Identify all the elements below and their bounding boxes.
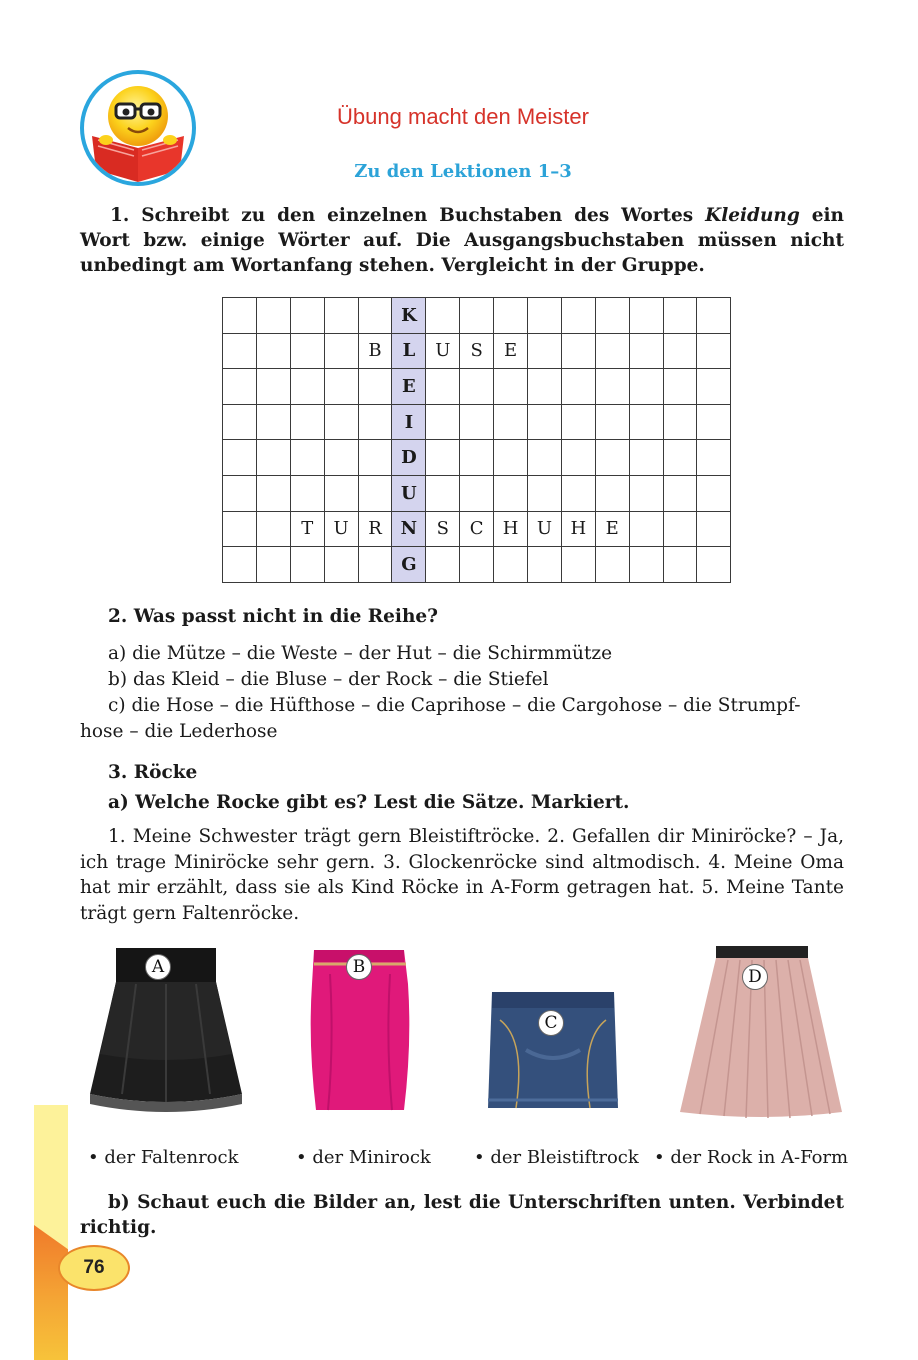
crossword-cell[interactable]: H — [494, 511, 528, 547]
caption-minirock: • der Minirock — [296, 1147, 431, 1168]
crossword-cell[interactable]: B — [358, 333, 392, 369]
crossword-cell[interactable] — [528, 333, 562, 369]
task-2-option-c-continued: hose – die Lederhose — [80, 721, 278, 742]
crossword-cell[interactable] — [290, 440, 324, 476]
crossword-cell[interactable] — [324, 547, 358, 583]
skirt-image-d — [676, 944, 846, 1128]
crossword-cell[interactable]: N — [392, 511, 426, 547]
crossword-row — [223, 475, 731, 511]
crossword-cell[interactable] — [358, 547, 392, 583]
crossword-cell[interactable] — [223, 440, 257, 476]
crossword-cell[interactable] — [256, 547, 290, 583]
crossword-cell[interactable] — [324, 440, 358, 476]
skirt-label-c: C — [538, 1010, 564, 1036]
crossword-cell[interactable] — [324, 298, 358, 334]
crossword-cell[interactable] — [663, 511, 697, 547]
crossword-cell[interactable] — [528, 475, 562, 511]
crossword-cell[interactable] — [561, 333, 595, 369]
crossword-cell[interactable] — [290, 404, 324, 440]
crossword-cell[interactable] — [223, 333, 257, 369]
crossword-cell[interactable] — [629, 298, 663, 334]
crossword-cell[interactable] — [358, 298, 392, 334]
crossword-cell[interactable] — [697, 547, 731, 583]
crossword-cell[interactable] — [290, 333, 324, 369]
crossword-cell[interactable] — [494, 369, 528, 405]
crossword-cell[interactable] — [460, 547, 494, 583]
caption-faltenrock: • der Faltenrock — [88, 1147, 239, 1168]
crossword-cell[interactable] — [697, 298, 731, 334]
crossword-cell[interactable]: G — [392, 547, 426, 583]
crossword-cell[interactable] — [561, 440, 595, 476]
crossword-cell[interactable] — [256, 369, 290, 405]
task-3-heading: 3. Röcke — [108, 762, 198, 783]
crossword-cell[interactable] — [595, 369, 629, 405]
crossword-cell[interactable] — [324, 404, 358, 440]
crossword-cell[interactable]: E — [392, 369, 426, 405]
task-3b-instructions: b) Schaut euch die Bilder an, lest die Unterschriften unten. Verbindet richtig. — [80, 1192, 844, 1238]
crossword-cell[interactable] — [290, 547, 324, 583]
crossword-cell[interactable] — [223, 298, 257, 334]
crossword-cell[interactable] — [460, 369, 494, 405]
crossword-cell[interactable] — [663, 475, 697, 511]
crossword-cell[interactable]: U — [392, 475, 426, 511]
crossword-cell[interactable] — [256, 440, 290, 476]
crossword-cell[interactable] — [494, 404, 528, 440]
crossword-cell[interactable]: U — [324, 511, 358, 547]
crossword-cell[interactable] — [663, 440, 697, 476]
crossword-cell[interactable] — [256, 511, 290, 547]
exercise-title: Übung macht den Meister — [337, 104, 589, 129]
caption-bleistiftrock: • der Bleistiftrock — [474, 1147, 639, 1168]
crossword-cell[interactable] — [663, 547, 697, 583]
crossword-cell[interactable] — [595, 333, 629, 369]
crossword-cell[interactable] — [561, 404, 595, 440]
crossword-cell[interactable] — [663, 369, 697, 405]
crossword-cell[interactable] — [324, 333, 358, 369]
crossword-cell[interactable] — [426, 547, 460, 583]
crossword-row — [223, 369, 731, 405]
crossword-cell[interactable] — [595, 440, 629, 476]
crossword-cell[interactable]: U — [426, 333, 460, 369]
crossword-cell[interactable] — [494, 547, 528, 583]
task-3a-paragraph: 1. Meine Schwester trägt gern Bleistiftröcke. 2. Gefallen dir Miniröcke? – Ja, ich trage Miniröcke sehr gern. 3. Glockenröcke sind altmodisch. 4. Meine Oma hat mir erzählt, dass sie als Kind Röcke in A-Form getragen hat. 5. Meine Tante trägt gern Faltenröcke. — [80, 826, 844, 924]
crossword-cell[interactable] — [629, 511, 663, 547]
crossword-row — [223, 440, 731, 476]
skirt-image-a — [86, 944, 246, 1120]
crossword-row — [223, 298, 731, 334]
crossword-cell[interactable] — [561, 298, 595, 334]
crossword-cell[interactable] — [629, 369, 663, 405]
skirt-image-c — [486, 990, 620, 1120]
crossword-cell[interactable]: S — [426, 511, 460, 547]
crossword-cell[interactable] — [426, 475, 460, 511]
crossword-cell[interactable]: C — [460, 511, 494, 547]
crossword-cell[interactable] — [290, 369, 324, 405]
crossword-cell[interactable] — [697, 333, 731, 369]
crossword-cell[interactable]: T — [290, 511, 324, 547]
crossword-row — [223, 511, 731, 547]
crossword-cell[interactable]: K — [392, 298, 426, 334]
crossword-row — [223, 547, 731, 583]
crossword-cell[interactable] — [460, 298, 494, 334]
crossword-cell[interactable] — [426, 369, 460, 405]
crossword-cell[interactable] — [223, 369, 257, 405]
skirt-label-a: A — [145, 954, 171, 980]
crossword-cell[interactable]: L — [392, 333, 426, 369]
crossword-cell[interactable] — [223, 547, 257, 583]
crossword-cell[interactable] — [663, 333, 697, 369]
crossword-cell[interactable] — [460, 475, 494, 511]
crossword-cell[interactable] — [256, 404, 290, 440]
task-1-text-end: ein Wort bzw. einige Wörter auf. Die Ausgangsbuchstaben müssen nicht unbedingt am Wortanfang stehen. Vergleicht in der Gruppe. — [80, 205, 844, 276]
task-2-option-b: b) das Kleid – die Bluse – der Rock – die Stiefel — [108, 669, 549, 690]
crossword-cell[interactable] — [629, 475, 663, 511]
crossword-cell[interactable] — [697, 404, 731, 440]
crossword-cell[interactable]: H — [561, 511, 595, 547]
crossword-cell[interactable] — [561, 547, 595, 583]
crossword-row — [223, 404, 731, 440]
crossword-cell[interactable] — [561, 369, 595, 405]
crossword-cell[interactable]: E — [494, 333, 528, 369]
task-1-text-start: 1. Schreibt zu den einzelnen Buchstaben des Wortes — [110, 205, 706, 226]
page-number: 76 — [58, 1245, 130, 1291]
crossword-cell[interactable] — [595, 404, 629, 440]
crossword-cell[interactable] — [426, 298, 460, 334]
crossword-cell[interactable] — [561, 475, 595, 511]
crossword-cell[interactable] — [358, 369, 392, 405]
crossword-cell[interactable] — [663, 298, 697, 334]
crossword-cell[interactable]: D — [392, 440, 426, 476]
task-3a-heading: a) Welche Rocke gibt es? Lest die Sätze. Markiert. — [108, 792, 630, 813]
crossword-cell[interactable]: U — [528, 511, 562, 547]
crossword-cell[interactable] — [595, 475, 629, 511]
crossword-cell[interactable] — [256, 298, 290, 334]
crossword-cell[interactable] — [528, 404, 562, 440]
crossword-grid — [222, 297, 731, 583]
crossword-cell[interactable] — [629, 404, 663, 440]
skirt-label-d: D — [742, 964, 768, 990]
task-1-keyword: Kleidung — [705, 205, 800, 226]
crossword-cell[interactable]: S — [460, 333, 494, 369]
crossword-cell[interactable] — [324, 475, 358, 511]
crossword-cell[interactable] — [697, 511, 731, 547]
caption-rock-a-form: • der Rock in A-Form — [654, 1147, 849, 1168]
crossword-cell[interactable] — [494, 475, 528, 511]
task-2-heading: 2. Was passt nicht in die Reihe? — [108, 606, 439, 627]
crossword-cell[interactable] — [426, 440, 460, 476]
crossword-cell[interactable]: E — [595, 511, 629, 547]
crossword-cell[interactable]: R — [358, 511, 392, 547]
crossword-cell[interactable] — [223, 511, 257, 547]
skirt-image-b — [300, 944, 420, 1120]
crossword-cell[interactable] — [697, 475, 731, 511]
crossword-cell[interactable] — [256, 475, 290, 511]
crossword-cell[interactable] — [223, 404, 257, 440]
crossword-cell[interactable] — [324, 369, 358, 405]
crossword-cell[interactable] — [595, 298, 629, 334]
crossword-cell[interactable] — [595, 547, 629, 583]
crossword-cell[interactable] — [358, 404, 392, 440]
crossword-cell[interactable] — [663, 404, 697, 440]
crossword-row — [223, 333, 731, 369]
crossword-cell[interactable] — [494, 298, 528, 334]
task-2-option-a: a) die Mütze – die Weste – der Hut – die Schirmmütze — [108, 643, 613, 664]
crossword-cell[interactable] — [223, 475, 257, 511]
crossword-cell[interactable] — [460, 404, 494, 440]
lesson-subtitle: Zu den Lektionen 1–3 — [354, 161, 572, 182]
crossword-cell[interactable] — [358, 475, 392, 511]
skirt-label-b: B — [346, 954, 372, 980]
crossword-cell[interactable] — [629, 440, 663, 476]
crossword-cell[interactable] — [290, 298, 324, 334]
crossword-cell[interactable] — [426, 404, 460, 440]
crossword-cell[interactable] — [528, 440, 562, 476]
crossword-cell[interactable] — [697, 369, 731, 405]
task-1-instructions — [80, 203, 844, 278]
crossword-cell[interactable] — [528, 369, 562, 405]
crossword-cell[interactable]: I — [392, 404, 426, 440]
crossword-cell[interactable] — [460, 440, 494, 476]
crossword-cell[interactable] — [290, 475, 324, 511]
crossword-cell[interactable] — [528, 547, 562, 583]
crossword-cell[interactable] — [528, 298, 562, 334]
crossword-cell[interactable] — [494, 440, 528, 476]
crossword-cell[interactable] — [256, 333, 290, 369]
task-2-option-c: c) die Hose – die Hüfthose – die Caprihose – die Cargohose – die Strumpf- — [108, 695, 801, 716]
crossword-cell[interactable] — [629, 547, 663, 583]
crossword-cell[interactable] — [629, 333, 663, 369]
crossword-cell[interactable] — [697, 440, 731, 476]
crossword-cell[interactable] — [358, 440, 392, 476]
